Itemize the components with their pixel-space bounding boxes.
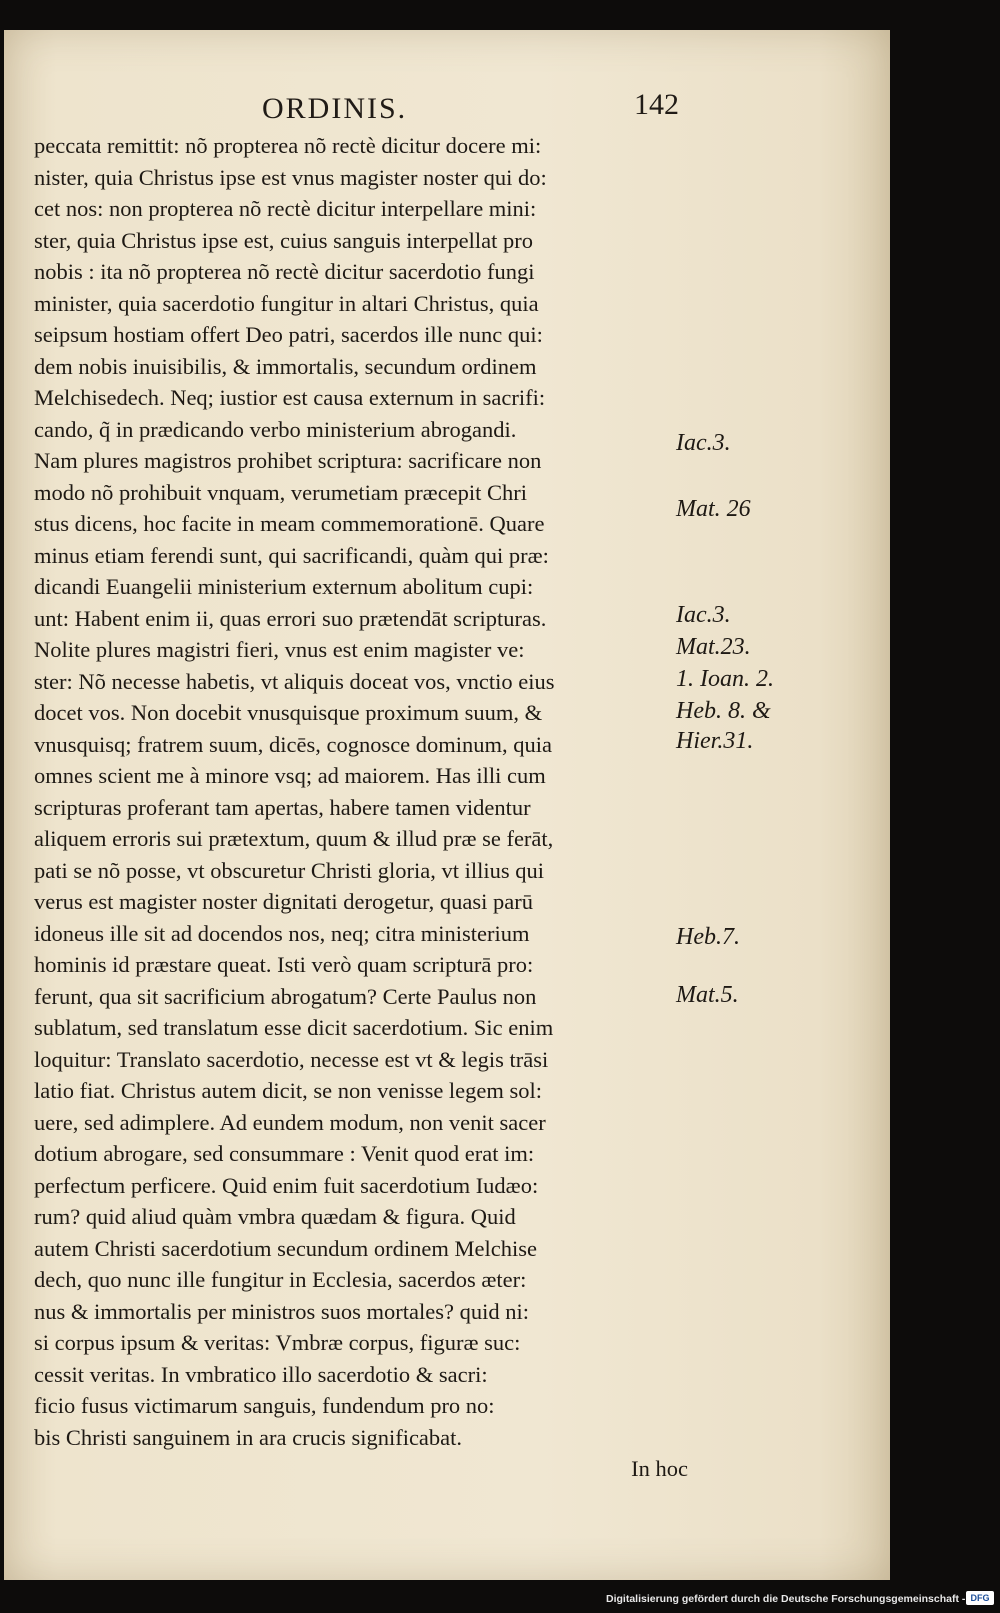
text-line: minus etiam ferendi sunt, qui sacrificandi, quàm qui præ: xyxy=(34,542,549,568)
text-line: peccata remittit: nõ propterea nõ rectè dicitur docere mi: xyxy=(34,133,542,158)
text-line: uere, sed adimplere. Ad eundem modum, non venit sacer xyxy=(34,1109,546,1135)
book-page xyxy=(4,30,890,1580)
text-line: autem Christi sacerdotium secundum ordinem Melchise xyxy=(34,1235,538,1261)
text-line: dicandi Euangelii ministerium externum abolitum cupi: xyxy=(34,574,534,599)
text-line: loquitur: Translato sacerdotio, necesse est vt & legis trāsi xyxy=(34,1046,549,1072)
body-text xyxy=(34,130,694,1485)
marginal-note: Heb. 8. & xyxy=(676,698,771,724)
text-line: modo nõ prohibuit vnquam, verumetiam præcepit Chri xyxy=(34,479,528,505)
text-line: sublatum, sed translatum esse dicit sacerdotium. Sic enim xyxy=(34,1015,554,1040)
text-line: bis Christi sanguinem in ara crucis significabat. xyxy=(34,1424,463,1450)
text-line: aliquem erroris sui prætextum, quum & illud præ se ferāt, xyxy=(34,826,554,851)
text-line: nus & immortalis per ministros suos mortales? quid ni: xyxy=(34,1298,529,1324)
text-line: stus dicens, hoc facite in meam commemorationē. Quare xyxy=(34,511,545,536)
marginal-note: Iac.3. xyxy=(676,430,731,456)
text-line: ster: Nõ necesse habetis, vt aliquis doceat vos, vnctio eius xyxy=(34,668,555,694)
marginal-note: Hier.31. xyxy=(676,728,754,754)
text-line: dem nobis inuisibilis, & immortalis, secundum ordinem xyxy=(34,353,537,379)
text-line: nobis : ita nõ propterea nõ rectè dicitur sacerdotio fungi xyxy=(34,259,535,284)
text-line: vnusquisq; fratrem suum, dicēs, cognosce dominum, quia xyxy=(34,731,553,757)
catchword: In hoc xyxy=(631,1456,688,1481)
text-line: nister, quia Christus ipse est vnus magister noster qui do: xyxy=(34,164,547,190)
text-line: omnes scient me à minore vsq; ad maiorem. Has illi cum xyxy=(34,763,546,788)
text-line: cessit veritas. In vmbratico illo sacerdotio & sacri: xyxy=(34,1361,488,1387)
text-line: dotium abrogare, sed consummare : Venit quod erat im: xyxy=(34,1141,535,1166)
text-line: perfectum perficere. Quid enim fuit sacerdotium Iudæo: xyxy=(34,1172,539,1198)
text-line: unt: Habent enim ii, quas errori suo prætendāt scripturas. xyxy=(34,605,547,631)
text-line: Nam plures magistros prohibet scriptura: sacrificare non xyxy=(34,448,542,473)
marginal-note: Heb.7. xyxy=(676,924,740,950)
marginal-note: 1. Ioan. 2. xyxy=(676,666,774,692)
marginal-note: Mat.23. xyxy=(676,634,751,660)
text-line: cando, q̃ in prædicando verbo ministerium abrogandi. xyxy=(34,416,517,442)
text-line: idoneus ille sit ad docendos nos, neq; citra ministerium xyxy=(34,920,530,946)
text-line: Melchisedech. Neq; iustior est causa externum in sacrifi: xyxy=(34,385,546,410)
text-line: ferunt, qua sit sacrificium abrogatum? Certe Paulus non xyxy=(34,983,537,1009)
text-line: minister, quia sacerdotio fungitur in altari Christus, quia xyxy=(34,290,539,316)
text-line: docet vos. Non docebit vnusquisque proximum suum, & xyxy=(34,700,543,725)
funding-credit: Digitalisierung gefördert durch die Deutsche Forschungsgemeinschaft - xyxy=(606,1593,966,1605)
marginal-note: Iac.3. xyxy=(676,602,731,628)
text-line: cet nos: non propterea nõ rectè dicitur interpellare mini: xyxy=(34,196,537,221)
marginal-note: Mat.5. xyxy=(676,982,739,1008)
text-line: pati se nõ posse, vt obscuretur Christi gloria, vt illius qui xyxy=(34,857,544,883)
dfg-logo-icon: DFG xyxy=(966,1591,994,1605)
text-line: verus est magister noster dignitati derogetur, quasi parū xyxy=(34,889,533,914)
text-line: hominis id præstare queat. Isti verò quam scripturā pro: xyxy=(34,952,534,977)
text-line: ficio fusus victimarum sanguis, fundendum pro no: xyxy=(34,1393,495,1418)
text-line: rum? quid aliud quàm vmbra quædam & figura. Quid xyxy=(34,1204,516,1229)
running-head: ORDINIS. xyxy=(262,92,408,125)
text-line: scripturas proferant tam apertas, habere tamen videntur xyxy=(34,794,531,820)
page-number: 142 xyxy=(634,88,679,121)
text-line: seipsum hostiam offert Deo patri, sacerdos ille nunc qui: xyxy=(34,322,543,347)
text-line: ster, quia Christus ipse est, cuius sanguis interpellat pro xyxy=(34,227,534,253)
text-line: dech, quo nunc ille fungitur in Ecclesia, sacerdos æter: xyxy=(34,1267,527,1292)
text-line: Nolite plures magistri fieri, vnus est enim magister ve: xyxy=(34,637,525,662)
text-line: latio fiat. Christus autem dicit, se non venisse legem sol: xyxy=(34,1078,543,1103)
marginal-note: Mat. 26 xyxy=(676,496,751,522)
text-line: si corpus ipsum & veritas: Vmbræ corpus, figuræ suc: xyxy=(34,1330,521,1355)
